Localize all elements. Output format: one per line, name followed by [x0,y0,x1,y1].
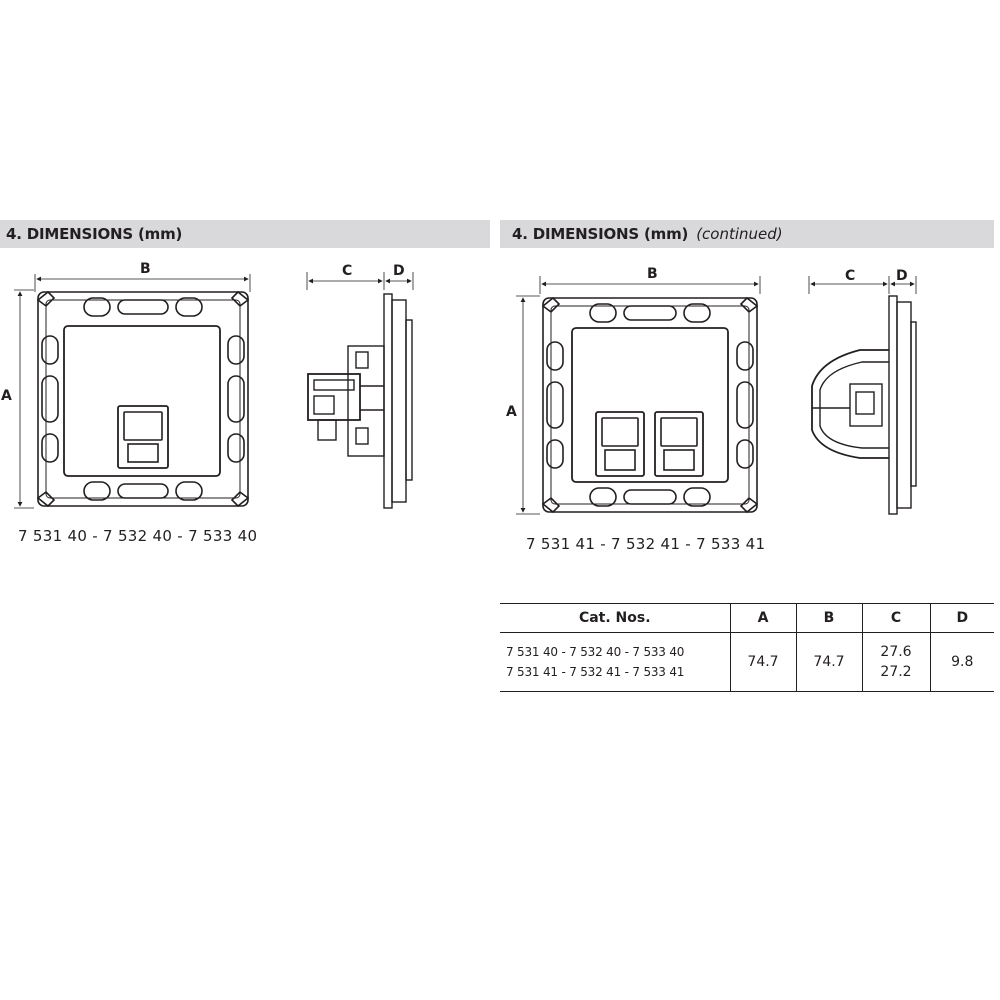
header-cat-nos: Cat. Nos. [500,604,730,633]
c-value-2: 27.2 [880,664,912,680]
section-title-right: 4. DIMENSIONS (mm) [512,225,689,243]
label-d-right: D [896,268,908,284]
section-title-left: 4. DIMENSIONS (mm) [6,225,183,243]
table-header-row [500,604,994,633]
side-view-single [307,272,413,508]
continued-label: (continued) [696,225,783,243]
label-a-right: A [506,404,517,420]
label-d-left: D [393,263,405,279]
header-c: C [862,604,930,633]
front-view-double [516,276,760,514]
front-view-single [14,274,250,508]
label-b-left: B [140,261,151,277]
cat-nos-line-1: 7 531 40 - 7 532 40 - 7 533 40 [506,645,685,659]
dimensions-table [500,603,994,692]
label-a-left: A [1,388,12,404]
label-c-left: C [342,263,353,279]
catalog-numbers-left: 7 531 40 - 7 532 40 - 7 533 40 [18,527,258,545]
cell-b: 74.7 [796,633,862,692]
header-d: D [930,604,994,633]
label-c-right: C [845,268,856,284]
side-view-double [809,276,916,514]
cell-d: 9.8 [930,633,994,692]
cat-nos-line-2: 7 531 41 - 7 532 41 - 7 533 41 [506,665,685,679]
label-b-right: B [647,266,658,282]
c-value-1: 27.6 [880,644,912,660]
cell-a: 74.7 [730,633,796,692]
header-a: A [730,604,796,633]
table-row [500,633,994,692]
catalog-numbers-right: 7 531 41 - 7 532 41 - 7 533 41 [526,535,766,553]
header-b: B [796,604,862,633]
cell-c [862,633,930,692]
cell-cat-nos [500,633,730,692]
